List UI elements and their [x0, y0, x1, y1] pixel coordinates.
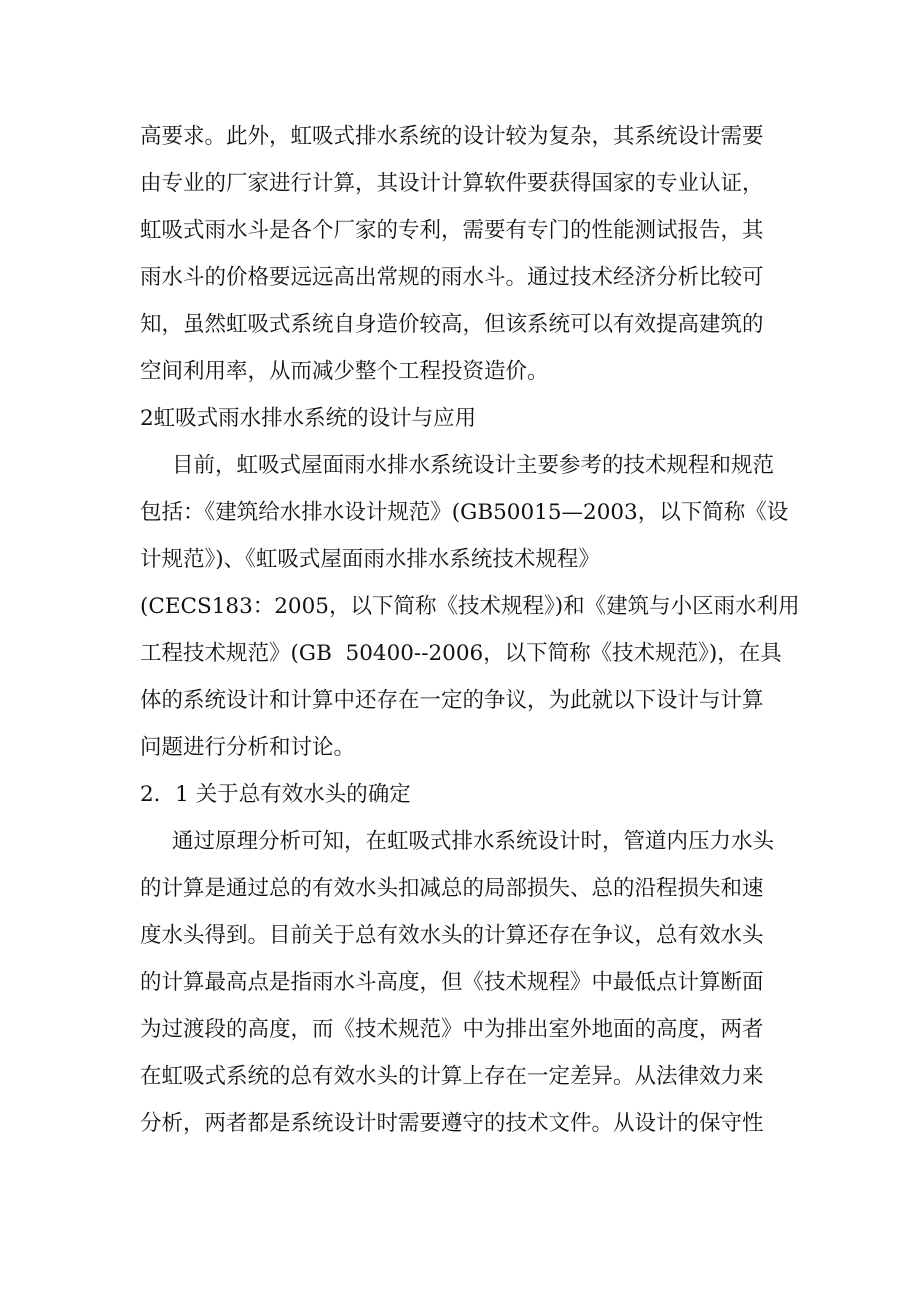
body-text-line: 在虹吸式系统的总有效水头的计算上存在一定差异。从法律效力来	[140, 1064, 764, 1089]
body-text-line: 为过渡段的高度，而《技术规范》中为排出室外地面的高度，两者	[140, 1017, 764, 1042]
body-text-line: 由专业的厂家进行计算，其设计计算软件要获得国家的专业认证，	[140, 171, 764, 196]
body-text-line: 分析，两者都是系统设计时需要遵守的技术文件。从设计的保守性	[140, 1111, 764, 1136]
body-text-line: 的计算最高点是指雨水斗高度，但《技术规程》中最低点计算断面	[140, 970, 764, 995]
body-text-line: 的计算是通过总的有效水头扣减总的局部损失、总的沿程损失和速	[140, 876, 764, 901]
body-text-line: 目前，虹吸式屋面雨水排水系统设计主要参考的技术规程和规范	[172, 453, 775, 478]
body-text-line: 通过原理分析可知，在虹吸式排水系统设计时，管道内压力水头	[172, 829, 775, 854]
body-text-line: 雨水斗的价格要远远高出常规的雨水斗。通过技术经济分析比较可	[140, 265, 764, 290]
body-text-line: 度水头得到。目前关于总有效水头的计算还存在争议，总有效水头	[140, 923, 764, 948]
body-text-line: 高要求。此外，虹吸式排水系统的设计较为复杂，其系统设计需要	[140, 124, 764, 149]
body-text-line: 体的系统设计和计算中还存在一定的争议，为此就以下设计与计算	[140, 688, 764, 713]
subsection-heading: 2．1 关于总有效水头的确定	[140, 782, 411, 807]
body-text-line: 空间利用率，从而减少整个工程投资造价。	[140, 359, 549, 384]
body-text-line: 虹吸式雨水斗是各个厂家的专利，需要有专门的性能测试报告，其	[140, 218, 764, 243]
body-text-line: 知，虽然虹吸式系统自身造价较高，但该系统可以有效提高建筑的	[140, 312, 764, 337]
section-heading: 2虹吸式雨水排水系统的设计与应用	[140, 406, 477, 431]
body-text-line: (CECS183：2005，以下简称《技术规程》)和《建筑与小区雨水利用	[140, 594, 800, 619]
body-text-line: 问题进行分析和讨论。	[140, 735, 356, 760]
body-text-line: 包括：《建筑给水排水设计规范》(GB50015—2003，以下简称《设	[140, 500, 789, 525]
body-text-line: 计规范》)、《虹吸式屋面雨水排水系统技术规程》	[140, 547, 600, 572]
body-text-line: 工程技术规范》(GB 50400--2006，以下简称《技术规范》)，在具	[140, 641, 782, 666]
